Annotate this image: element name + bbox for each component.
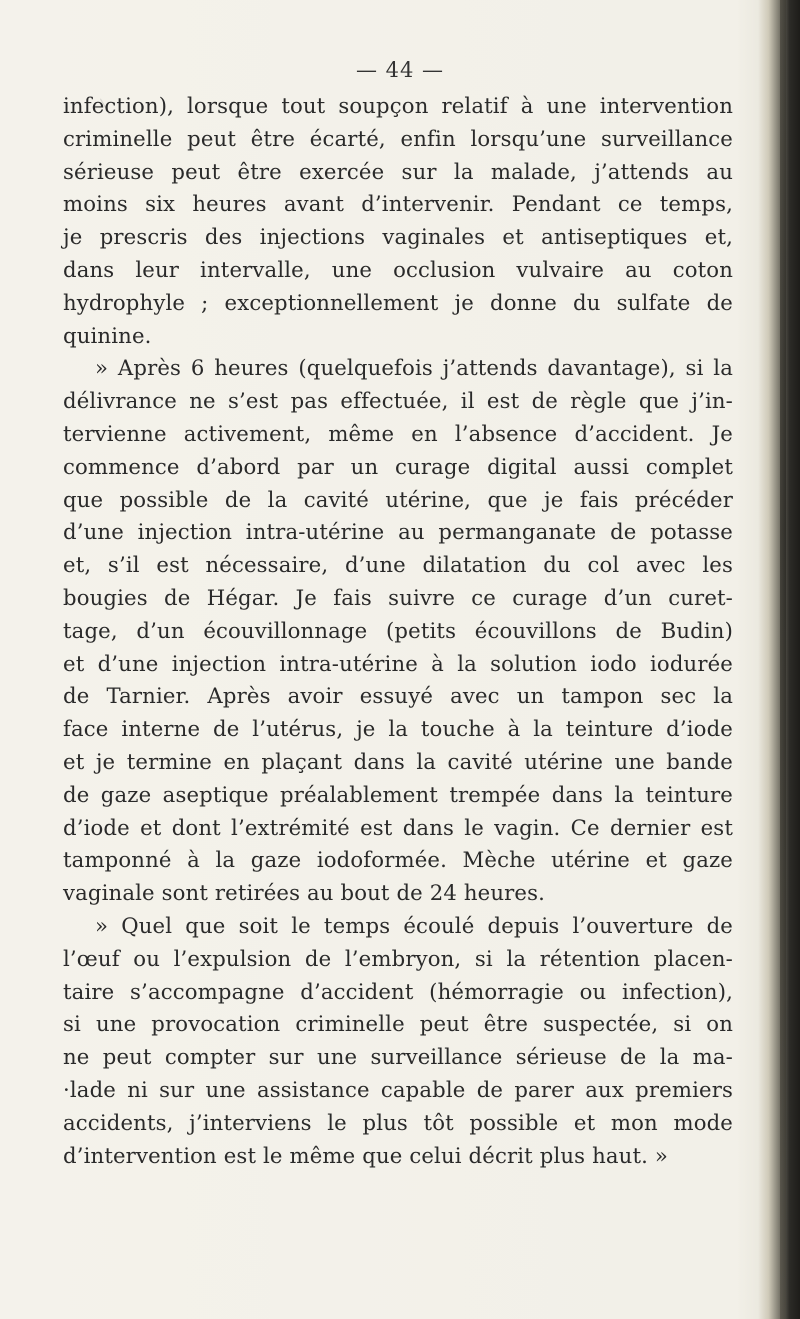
text-line: d’intervention est le même que celui décrit plus haut. » [63,1142,668,1168]
text-line: commence d’abord par un curage digital aussi complet [63,453,733,479]
text-line: tamponné à la gaze iodoformée. Mèche utérine et gaze [63,847,733,873]
binding-edge [758,0,800,1319]
text-line: hydrophyle ; exceptionnellement je donne du sulfate de [63,289,733,315]
text-line: ·lade ni sur une assistance capable de parer aux premiers [63,1076,733,1102]
text-line: de gaze aseptique préalablement trempée dans la teinture [63,781,733,807]
text-line: que possible de la cavité utérine, que je fais précéder [63,486,733,512]
text-line: l’œuf ou l’expulsion de l’embryon, si la rétention placen- [63,945,733,971]
text-line: vaginale sont retirées au bout de 24 heures. [63,880,546,906]
text-line: d’iode et dont l’extrémité est dans le vagin. Ce dernier est [63,814,733,840]
body-text [63,90,733,1172]
page-number: — 44 — [355,58,445,82]
text-line: ne peut compter sur une surveillance sérieuse de la ma- [63,1044,733,1070]
text-line: tervienne activement, même en l’absence d’accident. Je [63,420,733,446]
text-line: taire s’accompagne d’accident (hémorragie ou infection), [63,978,733,1004]
text-line: délivrance ne s’est pas effectuée, il est de règle que j’in- [63,388,733,414]
text-line: de Tarnier. Après avoir essuyé avec un tampon sec la [63,683,733,709]
text-line: bougies de Hégar. Je fais suivre ce curage d’un curet- [63,584,733,610]
text-line: et d’une injection intra-utérine à la solution iodo iodurée [63,650,733,676]
text-line: et, s’il est nécessaire, d’une dilatation du col avec les [63,552,733,578]
text-line: dans leur intervalle, une occlusion vulvaire au coton [63,256,733,282]
text-line: infection), lorsque tout soupçon relatif à une intervention [63,93,733,118]
text-line: si une provocation criminelle peut être suspectée, si on [63,1011,733,1037]
text-line: » Après 6 heures (quelquefois j’attends davantage), si la [95,355,733,381]
text-line: moins six heures avant d’intervenir. Pendant ce temps, [63,191,733,217]
text-line: je prescris des injections vaginales et antiseptiques et, [63,224,733,250]
text-line: tage, d’un écouvillonnage (petits écouvillons de Budin) [63,617,733,643]
text-line: quinine. [63,322,152,348]
text-line: » Quel que soit le temps écoulé depuis l’ouverture de [95,912,733,938]
text-line: criminelle peut être écarté, enfin lorsqu’une surveillance [63,125,733,151]
text-line: accidents, j’interviens le plus tôt possible et mon mode [63,1109,733,1135]
text-line: face interne de l’utérus, je la touche à la teinture d’iode [63,716,733,742]
binding-shadow [780,0,786,1319]
text-line: sérieuse peut être exercée sur la malade, j’attends au [63,158,733,184]
text-line: et je termine en plaçant dans la cavité utérine une bande [63,748,733,774]
text-line: d’une injection intra-utérine au permanganate de potasse [63,519,733,545]
